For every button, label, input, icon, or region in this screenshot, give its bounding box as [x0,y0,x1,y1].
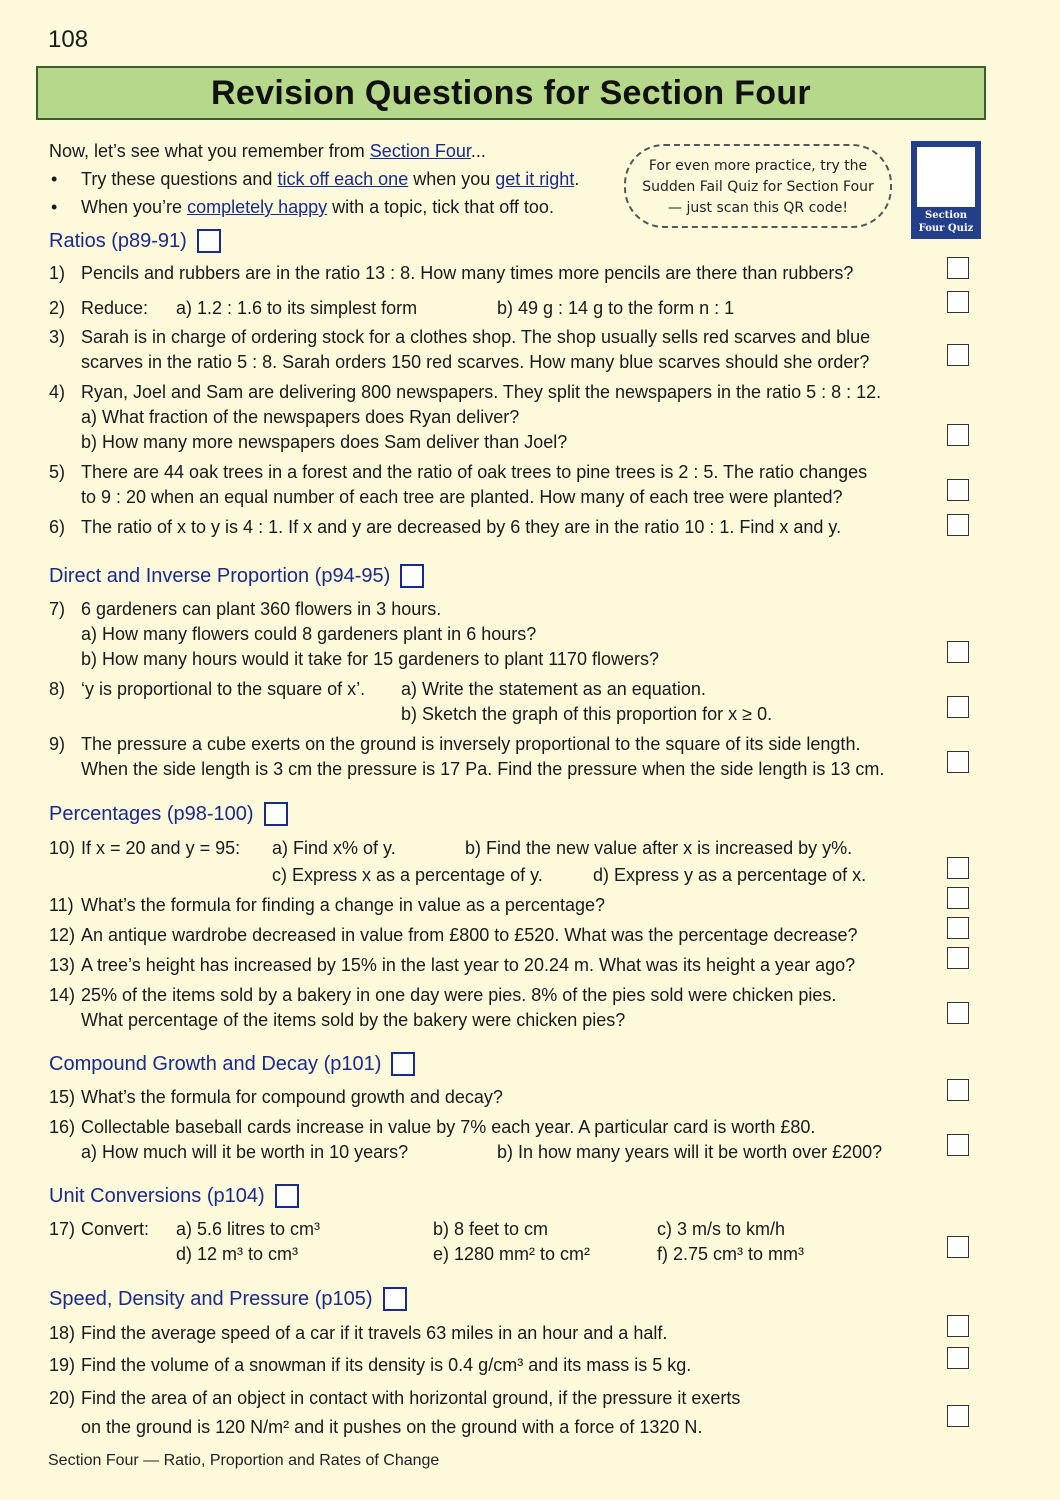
question-17d: d) 12 m³ to cm³ [176,1244,299,1264]
question-16: 16) Collectable baseball cards increase in value by 7% each year. A particular card is worth £80. [49,1117,816,1137]
section-units [49,1184,299,1208]
question-checkbox[interactable] [947,1134,969,1156]
section-checkbox[interactable] [264,802,288,826]
question-checkbox[interactable] [947,1079,969,1101]
question-2b: b) 49 g : 14 g to the form n : 1 [497,298,735,318]
question-5-cont: to 9 : 20 when an equal number of each tree are planted. How many of each tree were planted? [81,487,843,507]
question-3-cont: scarves in the ratio 5 : 8. Sarah orders 150 red scarves. How many blue scarves should she order? [81,352,870,372]
question-19: 19) Find the volume of a snowman if its density is 0.4 g/cm³ and its mass is 5 kg. [49,1355,692,1375]
question-10c: c) Express x as a percentage of y. [272,865,543,885]
question-9-cont: When the side length is 3 cm the pressure is 17 Pa. Find the pressure when the side length is 13 cm. [81,759,885,779]
question-16b: b) In how many years will it be worth over £200? [497,1142,883,1162]
question-20-cont: on the ground is 120 N/m² and it pushes on the ground with a force of 1320 N. [81,1417,703,1437]
bullet-text: with a topic, tick that off too. [327,197,554,217]
tick-off-link[interactable]: tick off each one [277,169,409,189]
question-checkbox[interactable] [947,514,969,536]
question-16a: a) How much will it be worth in 10 years? [81,1142,409,1162]
question-1: 1) Pencils and rubbers are in the ratio 13 : 8. How many times more pencils are there than rubbers? [49,263,854,283]
completely-happy-link[interactable]: completely happy [187,197,328,217]
section-proportion [49,564,424,588]
question-10b: b) Find the new value after x is increased by y%. [465,838,853,858]
section-heading: Percentages (p98-100) [49,802,254,825]
bullet-text: when you [408,169,496,189]
get-it-right-link[interactable]: get it right [495,169,575,189]
qr-code-image [917,147,975,207]
quiz-bubble-line: For even more practice, try the [648,158,868,174]
section-checkbox[interactable] [275,1184,299,1208]
question-checkbox[interactable] [947,917,969,939]
quiz-bubble [624,144,892,228]
question-checkbox[interactable] [947,947,969,969]
quiz-bubble-line: — just scan this QR code! [668,200,848,216]
question-14: 14) 25% of the items sold by a bakery in one day were pies. 8% of the pies sold were chicken pies. [49,985,837,1005]
question-7a: a) How many flowers could 8 gardeners plant in 6 hours? [81,624,537,644]
intro-text-end: ... [470,141,486,161]
question-8b: b) Sketch the graph of this proportion for x ≥ 0. [401,704,773,724]
question-3: 3) Sarah is in charge of ordering stock for a clothes shop. The shop usually sells red scarves and blue [49,327,871,347]
section-checkbox[interactable] [383,1287,407,1311]
question-checkbox[interactable] [947,641,969,663]
bullet-text: When you’re [81,197,188,217]
question-7b: b) How many hours would it take for 15 gardeners to plant 1170 flowers? [81,649,659,669]
question-5: 5) There are 44 oak trees in a forest and the ratio of oak trees to pine trees is 2 : 5. The ratio changes [49,462,868,482]
section-checkbox[interactable] [400,564,424,588]
section-heading: Compound Growth and Decay (p101) [49,1052,382,1075]
question-4: 4) Ryan, Joel and Sam are delivering 800 newspapers. They split the newspapers in the ratio 5 : 8 : 12. [49,382,882,402]
question-17c: c) 3 m/s to km/h [657,1219,786,1239]
section-ratios [49,229,221,253]
question-4b: b) How many more newspapers does Sam deliver than Joel? [81,432,568,452]
section-heading: Direct and Inverse Proportion (p94-95) [49,564,391,587]
question-checkbox[interactable] [947,344,969,366]
question-checkbox[interactable] [947,1347,969,1369]
question-checkbox[interactable] [947,479,969,501]
question-17b: b) 8 feet to cm [433,1219,549,1239]
section-compound [49,1052,415,1076]
question-checkbox[interactable] [947,857,969,879]
question-9: 9) The pressure a cube exerts on the ground is inversely proportional to the square of its side length. [49,734,861,754]
question-checkbox[interactable] [947,1002,969,1024]
question-7: 7) 6 gardeners can plant 360 flowers in 3 hours. [49,599,442,619]
question-checkbox[interactable] [947,424,969,446]
question-8a: a) Write the statement as an equation. [401,679,706,699]
footer: Section Four — Ratio, Proportion and Rates of Change [48,1452,440,1469]
question-13: 13) A tree’s height has increased by 15% in the last year to 20.24 m. What was its height a year ago? [49,955,856,975]
qr-code[interactable] [911,141,981,239]
question-11: 11) What’s the formula for finding a change in value as a percentage? [49,895,605,915]
question-checkbox[interactable] [947,751,969,773]
question-8: 8) ‘y is proportional to the square of x’. [49,679,366,699]
intro [49,137,629,221]
question-checkbox[interactable] [947,257,969,279]
question-18: 18) Find the average speed of a car if it travels 63 miles in an hour and a half. [49,1323,668,1343]
question-4a: a) What fraction of the newspapers does Ryan deliver? [81,407,520,427]
question-checkbox[interactable] [947,887,969,909]
question-10d: d) Express y as a percentage of x. [593,865,867,885]
question-17: 17) Convert: [49,1219,150,1239]
qr-label: Section Four Quiz [918,210,974,234]
page-title: Revision Questions for Section Four [211,73,811,112]
section-heading: Unit Conversions (p104) [49,1184,265,1207]
section-checkbox[interactable] [391,1052,415,1076]
question-checkbox[interactable] [947,696,969,718]
bullet-text: . [574,169,580,189]
question-checkbox[interactable] [947,291,969,313]
section-speed [49,1287,407,1311]
question-17e: e) 1280 mm² to cm² [433,1244,591,1264]
section-percentages [49,802,288,826]
section-heading: Ratios (p89-91) [49,229,187,252]
question-6: 6) The ratio of x to y is 4 : 1. If x and y are decreased by 6 they are in the ratio 10 : 1. Find x and y. [49,517,842,537]
question-checkbox[interactable] [947,1405,969,1427]
question-12: 12) An antique wardrobe decreased in value from £800 to £520. What was the percentage decrease? [49,925,858,945]
section-four-link[interactable]: Section Four [369,141,471,161]
quiz-bubble-line: Sudden Fail Quiz for Section Four [642,179,874,195]
question-checkbox[interactable] [947,1236,969,1258]
question-2: 2) Reduce: [49,298,149,318]
title-banner [36,66,986,120]
question-checkbox[interactable] [947,1315,969,1337]
page-number: 108 [48,26,89,53]
intro-text: Now, let’s see what you remember from [49,141,370,161]
bullet-text: Try these questions and [81,169,278,189]
question-15: 15) What’s the formula for compound growth and decay? [49,1087,503,1107]
question-14-cont: What percentage of the items sold by the bakery were chicken pies? [81,1010,626,1030]
section-checkbox[interactable] [197,229,221,253]
section-heading: Speed, Density and Pressure (p105) [49,1287,373,1310]
question-17f: f) 2.75 cm³ to mm³ [657,1244,805,1264]
question-10a: a) Find x% of y. [272,838,396,858]
question-10: 10) If x = 20 and y = 95: [49,838,241,858]
question-2a: a) 1.2 : 1.6 to its simplest form [176,298,418,318]
question-17a: a) 5.6 litres to cm³ [176,1219,321,1239]
question-20: 20) Find the area of an object in contact with horizontal ground, if the pressure it exerts [49,1388,741,1408]
